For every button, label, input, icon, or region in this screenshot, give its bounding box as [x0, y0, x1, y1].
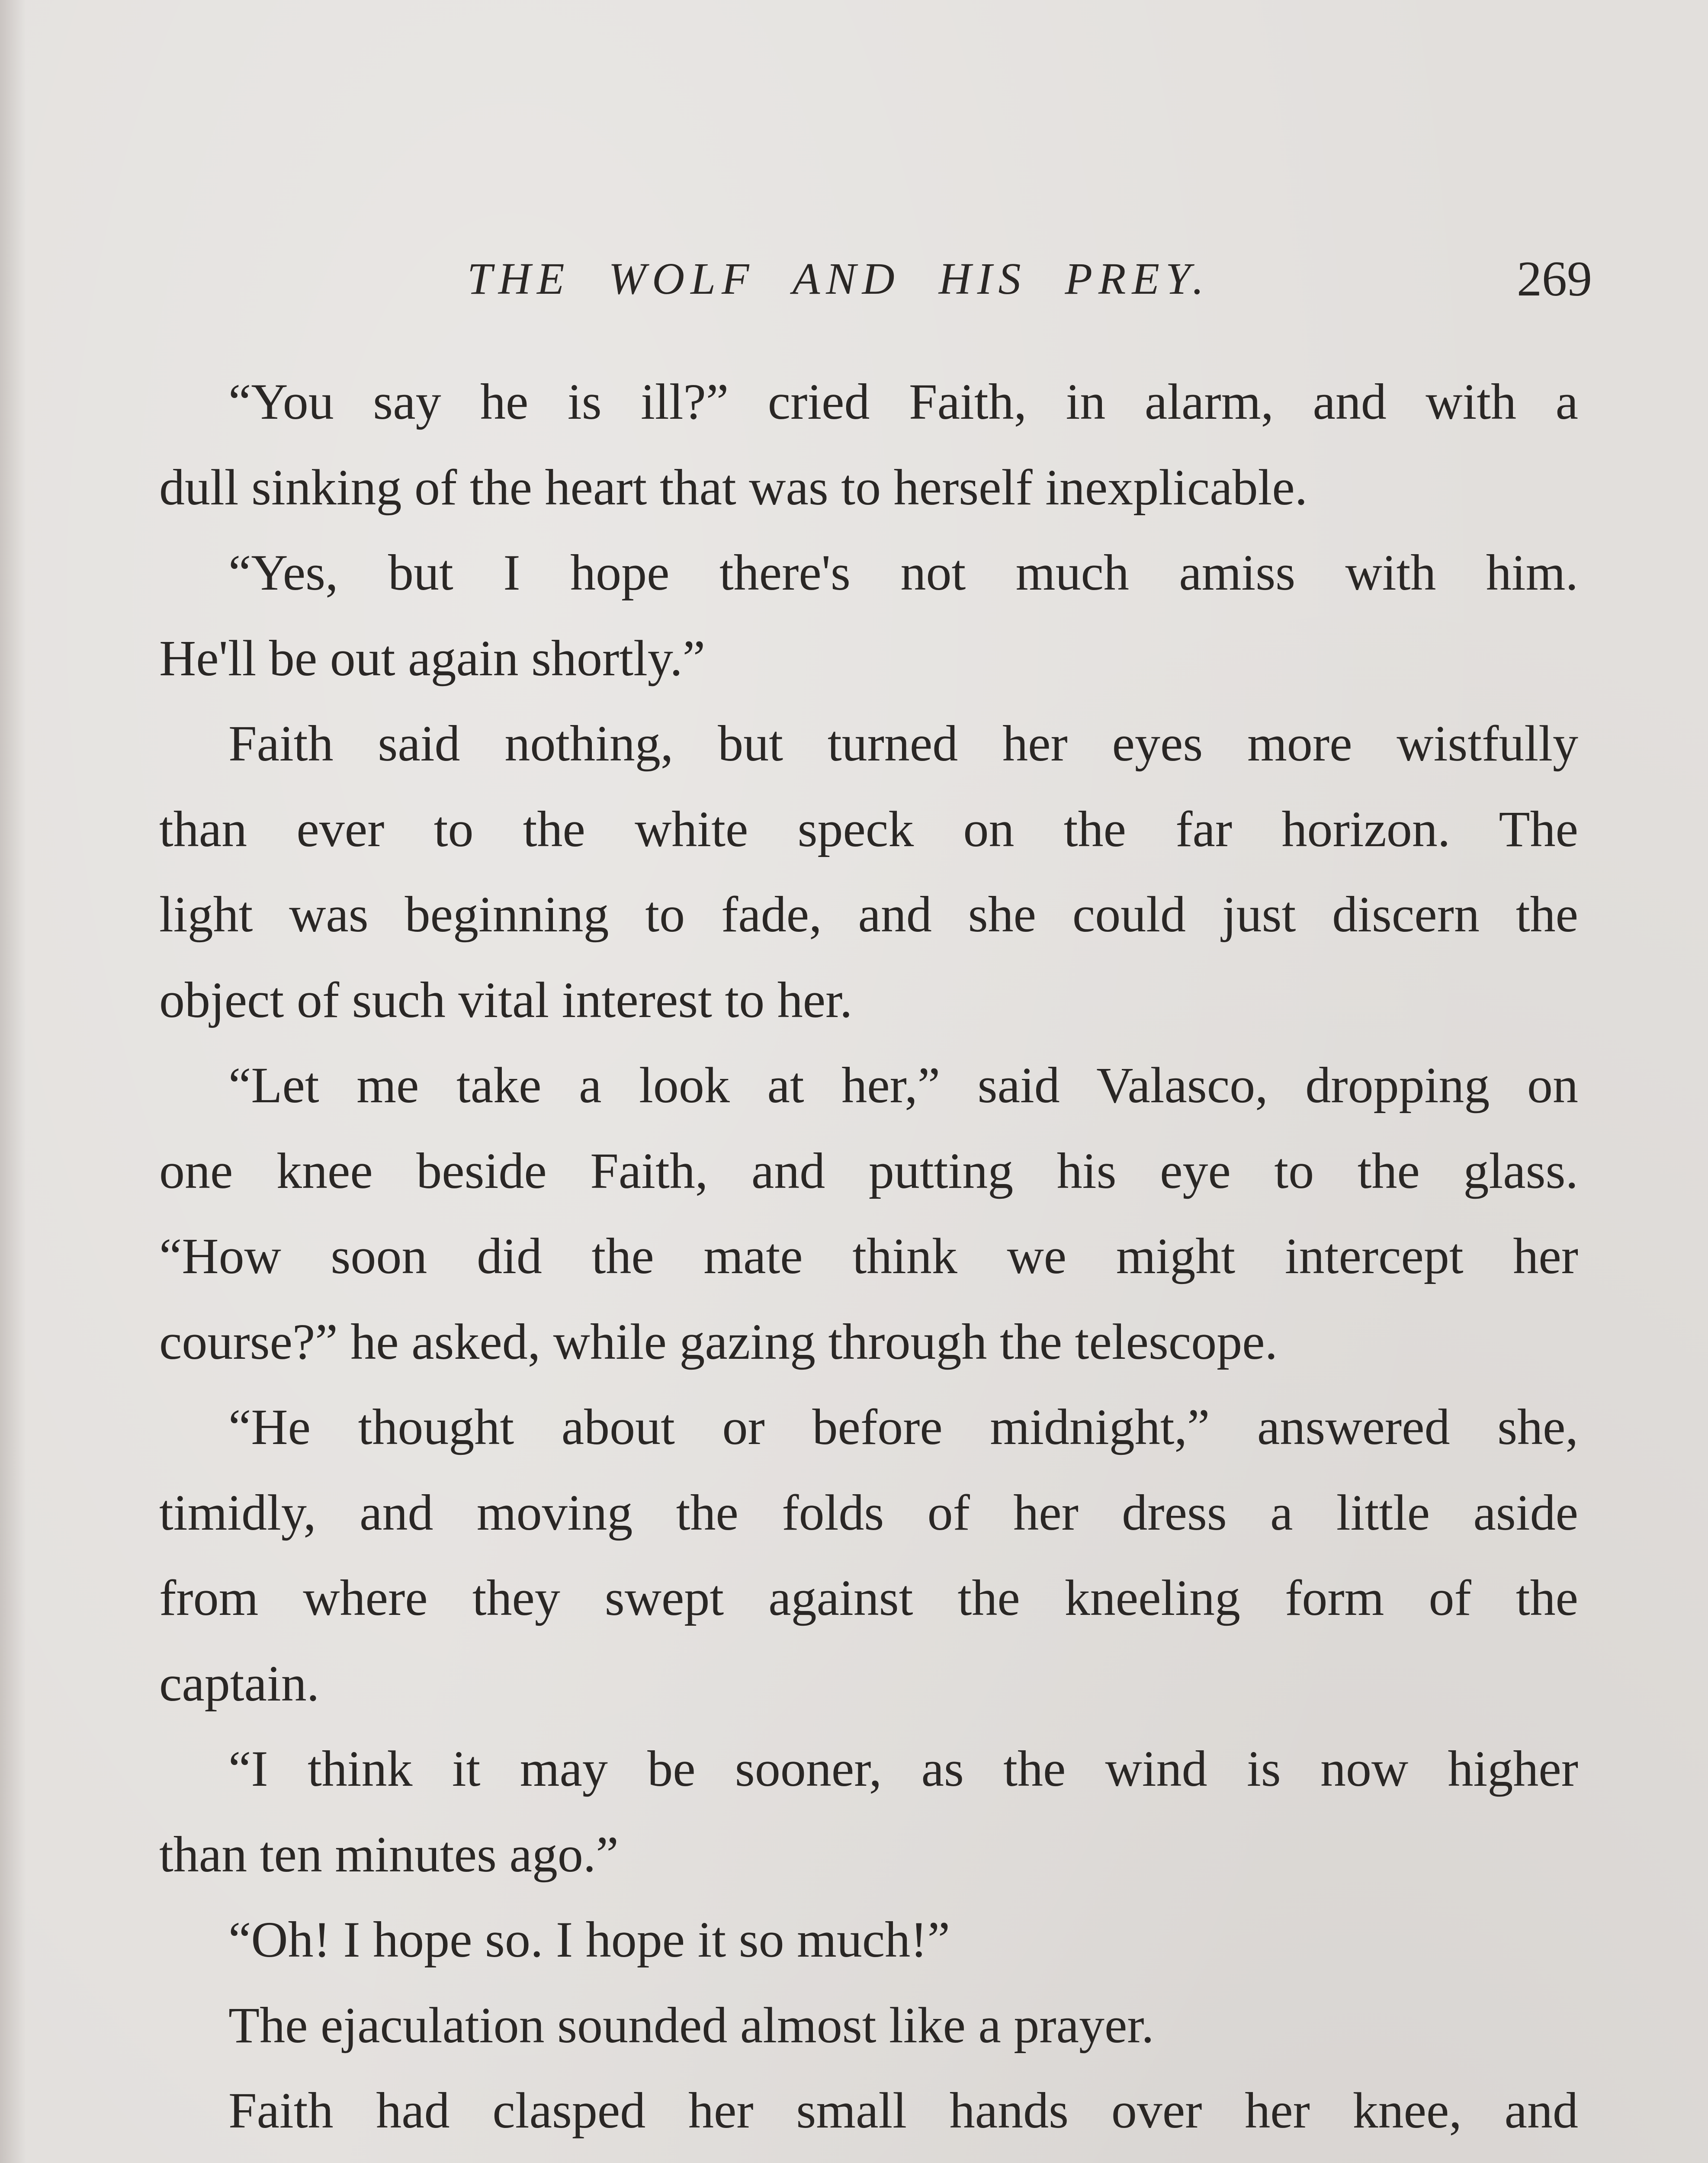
text-line: “I think it may be sooner, as the wind is now higher — [228, 1740, 1578, 1797]
text-line: “He thought about or before midnight,” answered she, — [228, 1399, 1578, 1455]
text-line: The ejaculation sounded almost like a prayer. — [228, 1996, 1154, 2054]
text-line — [159, 2153, 1578, 2163]
text-line: “How soon did the mate think we might intercept her — [159, 1228, 1578, 1284]
text-line: dull sinking of the heart that was to herself inexplicable. — [159, 459, 1308, 516]
running-head: THE WOLF AND HIS PREY. — [467, 254, 1210, 304]
text-line: He'll be out again shortly.” — [159, 629, 706, 687]
text-line: course?” he asked, while gazing through the telescope. — [159, 1313, 1278, 1370]
text-line: captain. — [159, 1655, 320, 1712]
text-line: “Yes, but I hope there's not much amiss with him. — [228, 544, 1578, 601]
text-line: “Let me take a look at her,” said Valasco, dropping on — [228, 1057, 1578, 1114]
text-line: Faith said nothing, but turned her eyes more wistfully — [228, 715, 1578, 772]
page-number: 269 — [1517, 251, 1592, 307]
text-line: one knee beside Faith, and putting his eye to the glass. — [159, 1142, 1578, 1199]
page-edge-shadow — [0, 0, 26, 2163]
text-line: “You say he is ill?” cried Faith, in alarm, and with a — [228, 373, 1578, 430]
text-line: light was beginning to fade, and she could just discern the — [159, 886, 1578, 943]
text-line: than ever to the white speck on the far horizon. The — [159, 800, 1578, 857]
body-text — [159, 359, 1578, 2163]
text-line: from where they swept against the kneeling form of the — [159, 1569, 1578, 1626]
page-header — [467, 247, 1592, 324]
text-line: “Oh! I hope so. I hope it so much!” — [228, 1911, 950, 1968]
text-line: object of such vital interest to her. — [159, 971, 853, 1028]
text-line: Faith had clasped her small hands over her knee, and — [228, 2082, 1578, 2139]
text-line: timidly, and moving the folds of her dress a little aside — [159, 1484, 1578, 1541]
text-line: than ten minutes ago.” — [159, 1826, 619, 1883]
